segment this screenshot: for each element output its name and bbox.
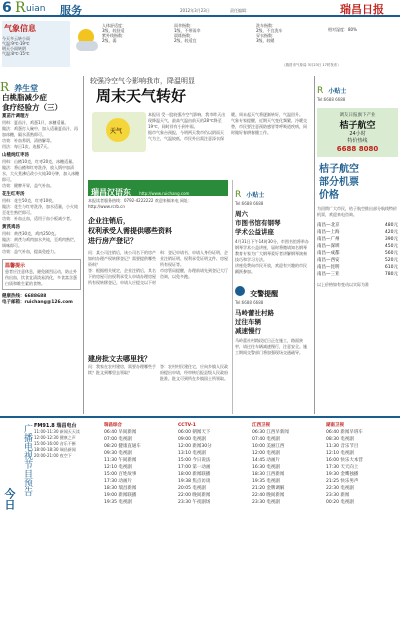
mid-tip-heading: 小贴士 xyxy=(246,192,265,199)
program-item: 16:30 电视剧 xyxy=(252,465,280,470)
channel-name: 湖南卫视 xyxy=(326,423,344,428)
mid-tip-tel: Tel:6688 6688 xyxy=(235,201,264,206)
tip-text: 患者应注意休息，避免剧烈运动，防止外伤出血，饮食宜清淡易消化，多食富含蛋白质和维生素的食物。 xyxy=(5,269,77,286)
airline-intro: 为回馈广大市民，桔子航空推出部分航线特价机票，欢迎来电咨询。 xyxy=(317,206,397,217)
article-paragraph: 本报讯 受一股较强冷空气影响，我市昨天出现降温天气，最高气温由前天的28℃降至19℃，同时伴有小到中雨。 xyxy=(148,112,226,129)
section-roman: R xyxy=(15,0,26,16)
weather-kicker: 较强冷空气今影响我市，降温明显 xyxy=(90,77,195,85)
recipe-text: 做法：黄芪与鸡肉加水共炖，至鸡肉熟烂，调味即可。 xyxy=(2,237,78,248)
recipe-text: 用料：夏苗汁，鸡蛋1只，冰糖适量。 xyxy=(2,120,69,125)
weather-line: 气温:8℃-15℃ xyxy=(2,51,30,56)
tip-brand: R xyxy=(235,190,242,200)
program-item: 12:00 新闻30分 xyxy=(178,444,212,449)
recipe-title: 黄芪鸡汤 xyxy=(2,225,20,230)
flight-route: 南昌—广州 xyxy=(317,237,340,242)
program-item: 15:00 百姓故事 xyxy=(104,472,137,477)
fm-item: 20:00-21:00 夜空下 xyxy=(34,453,72,458)
program-item: 10:00 美丽江西 xyxy=(252,444,285,449)
recipe-text: 功效：健脾开胃，益气补血。 xyxy=(2,183,54,188)
flight-route: 南昌—上海 xyxy=(317,230,340,235)
program-item: 22:30 电视剧 xyxy=(326,486,354,491)
fm-item: 11:00-11:30 新闻天天读 xyxy=(34,429,80,434)
recipe-text: 做法：花生与红枣洗净，加水适量，小火炖至花生熟烂即可。 xyxy=(2,204,78,215)
qa-paragraph: 问：我家在农村建房，需要办理哪些手续？批文到哪里去领取？ xyxy=(88,364,156,375)
program-item: 21:25 快乐男声 xyxy=(326,479,359,484)
flight-price: 480元 xyxy=(384,223,398,228)
flight-row xyxy=(317,271,398,278)
banner xyxy=(88,180,228,196)
recipe-text: 功效：补血止血，适用于血小板减少者。 xyxy=(2,216,74,221)
weather-detail: 紫外线指数： xyxy=(102,33,126,38)
weather-detail: 2级，较适宜 xyxy=(174,38,197,43)
program-item: 19:35 电视剧 xyxy=(104,500,132,505)
masthead: 瑞昌日报 xyxy=(340,3,384,16)
flight-row xyxy=(317,229,398,236)
program-item: 18:30 瑞昌新闻 xyxy=(104,486,137,491)
airline-foot: 以上价格如有变动以实际为准 xyxy=(317,282,369,287)
flight-route: 南昌—成都 xyxy=(317,251,340,256)
program-item: 19:35 电视剧 xyxy=(252,479,280,484)
program-item: 22:00 晚间新闻 xyxy=(178,493,211,498)
flight-table xyxy=(315,220,400,280)
date: 2012年3月23日 xyxy=(180,8,210,13)
page-header xyxy=(0,0,400,17)
program-item: 12:00 电视剧 xyxy=(252,451,280,456)
tv-title: 广播电视节目预告 xyxy=(22,424,32,496)
traffic-tel: Tel:6688 6688 xyxy=(235,300,264,305)
police-icon xyxy=(235,286,245,296)
program-item: 07:00 电视剧 xyxy=(104,437,132,442)
flight-route: 南昌—深圳 xyxy=(317,244,340,249)
mid-tip-title xyxy=(235,182,310,206)
program-item: 13:10 电视剧 xyxy=(178,451,206,456)
program-item: 19:30 金鹰独播 xyxy=(326,472,359,477)
weather-detail: 2级，弱 xyxy=(102,38,117,43)
tv-column-4 xyxy=(326,422,398,506)
flight-price: 450元 xyxy=(384,244,398,249)
qa-paragraph: 答：农村村民建住宅，应向乡镇人民政府提出申请，经审核后报县级人民政府批准。批文可到所在乡镇国土所领取。 xyxy=(160,364,228,381)
recipe-text: 用料：山楂10克，红枣20克，冰糖适量。 xyxy=(2,159,77,164)
traffic-body: 马岭蕾社村路段近日正在施工，路面狭窄，请过往车辆减速慢行，注意安全。施工期间交警部门将加强现场交通疏导。 xyxy=(235,338,307,355)
health-headline: 白桃脂减少症 食疗经验方（三） xyxy=(2,93,62,112)
weather-detail: 3级，较暖 xyxy=(256,38,275,43)
tv-column-2 xyxy=(178,422,250,506)
promo-phone: 6688 8080 xyxy=(336,145,379,153)
program-item: 23:30 午夜剧场 xyxy=(178,500,211,505)
weather-detail: 晨练指数： xyxy=(174,33,194,38)
banner-url: http://www.ruichang.com xyxy=(139,191,190,196)
program-item: 19:38 焦点访谈 xyxy=(178,479,211,484)
mid-news-paragraph: 讲座免费向市民开放，欢迎有兴趣的市民踊跃参加。 xyxy=(235,263,307,274)
program-item: 09:30 电视剧 xyxy=(104,451,132,456)
flight-row xyxy=(317,264,398,271)
news-paragraph: 问：某公司注销后，该公司名下的房产如何办理产权转移登记？需要提供哪些资料？ xyxy=(88,250,156,267)
flight-route: 南昌—北京 xyxy=(317,223,340,228)
fm-title: FM91.8 瑞昌电台 xyxy=(34,423,77,429)
recipe-title: 山楂炖红枣汤 xyxy=(2,153,29,158)
recipe-text: 做法：鸡蛋打入碗中，加入适量夏苗汁，再加冰糖，隔水蒸熟即可。 xyxy=(2,126,78,137)
flight-row xyxy=(317,222,398,229)
channel-name: 江西卫视 xyxy=(252,423,270,428)
qa-body xyxy=(88,364,228,382)
traffic-title-box xyxy=(235,281,310,305)
weather-detail: 人体舒适度： xyxy=(102,23,126,28)
news-paragraph: 市房管局提醒，办理前请先到登记大厅咨询，以免多跑。 xyxy=(160,268,228,279)
program-item: 21:20 金牌调解 xyxy=(252,486,285,491)
weather-strip xyxy=(0,19,400,71)
fm-item: 12:00-12:30 健康之声 xyxy=(34,435,76,440)
program-item: 14:45 动画片 xyxy=(252,458,280,463)
weather-box-main xyxy=(2,21,70,67)
promo-kicker: 调友日报旗下产业 xyxy=(339,113,376,118)
mid-news-paragraph: 4月31日下午14时30分，市图书馆将举办钢琴学术公益讲座，届时将邀请知名钢琴教育专家为广大钢琴爱好者讲解钢琴演奏技巧和学习方法。 xyxy=(235,239,309,262)
program-item: 06:00 朝闻天下 xyxy=(178,430,211,435)
tv-label: 今日 xyxy=(3,488,16,510)
news-body xyxy=(88,250,228,286)
left-column xyxy=(0,76,84,414)
program-item: 11:30 音乐节目 xyxy=(326,444,359,449)
mid-news-title: 周六 市图书馆有钢琴 学术公益讲座 xyxy=(235,210,281,236)
flight-row xyxy=(317,250,398,257)
weather-line: 气温:9℃-19℃ xyxy=(2,41,30,46)
traffic-heading: 交警提醒 xyxy=(250,290,279,298)
weather-detail: 1级，不带雨伞 xyxy=(174,28,201,33)
brand-cn: 养生堂 xyxy=(14,84,39,93)
humidity: 相对湿度：80% xyxy=(328,27,357,32)
program-item: 06:30 江西早新闻 xyxy=(252,430,289,435)
tip-title: 温馨提示 xyxy=(5,263,26,269)
cloud-icon xyxy=(76,41,98,51)
flight-row xyxy=(317,236,398,243)
program-item: 00:20 电视剧 xyxy=(326,500,354,505)
flight-row xyxy=(317,243,398,250)
program-item: 12:10 电视剧 xyxy=(104,465,132,470)
program-item: 11:30 午间新闻 xyxy=(104,458,137,463)
article-paragraph: 气象专家提醒，近期天气变化频繁，冷暖交替，市民要注意预防感冒等呼吸道疾病，同时做好春耕春播工作。 xyxy=(231,118,307,135)
program-item: 23:30 新闻 xyxy=(326,493,350,498)
recipe-title: 花生红枣汤 xyxy=(2,192,25,197)
program-item: 08:30 电视剧 xyxy=(326,437,354,442)
flight-route: 南昌—西安 xyxy=(317,258,340,263)
weather-illustration xyxy=(92,112,146,152)
fm-box xyxy=(34,422,100,636)
banner-title: 瑞昌汉语东 xyxy=(91,188,131,197)
recipe-text: 功效：补血养阴，清热解毒。 xyxy=(2,138,54,143)
weather-detail: 洗车指数： xyxy=(256,23,276,28)
mid-subcolumn xyxy=(232,180,312,414)
article-paragraph: 据市气象台预报，今明两天我市仍以阴雨天气为主，气温较低，市民外出需注意添衣保暖。周末起天气将逐渐转好，气温回升。 xyxy=(148,112,303,141)
flight-price: 780元 xyxy=(384,272,398,277)
tip-brand: R xyxy=(317,86,324,96)
weather-title: 气象信息 xyxy=(4,24,36,33)
news-headline: 企业注销后， 权利承受人需提供哪些资料 进行房产登记？ xyxy=(88,217,172,245)
weather-detail: 雨伞指数： xyxy=(174,23,194,28)
news-paragraph: 答：根据相关规定，企业注销后，其名下的房屋可由权利承受人申请办理房屋所有权转移登记。申请人应提交以下材料：登记申请书、申请人身份证明、企业注销证明、权利承受证明文件、房屋所有权证等。 xyxy=(88,250,228,285)
flight-route: 南昌—三亚 xyxy=(317,272,340,277)
tv-column-3 xyxy=(252,422,324,506)
promo-title: 桔子航空 xyxy=(339,121,376,131)
weather-source: （瑞昌市气象局 3月23日 17时发布） xyxy=(282,63,341,67)
program-item: 16:00 快乐大本营 xyxy=(326,458,363,463)
promo-sub: 24小时 特价热线 xyxy=(347,131,368,144)
editor: 责任编辑： xyxy=(230,8,250,13)
right-tip-tel: Tel:6688 6688 xyxy=(317,97,346,102)
tip-box xyxy=(2,259,81,290)
flight-price: 610元 xyxy=(384,265,398,270)
weather-detail: 3级，较舒适 xyxy=(102,28,125,33)
health-contact: 健康热线：6688688 电子邮箱：ruichang@126.com xyxy=(2,294,73,305)
program-item: 07:40 电视剧 xyxy=(252,437,280,442)
program-item: 12:10 电视剧 xyxy=(326,451,354,456)
health-brand xyxy=(0,76,83,92)
channel-name: CCTV-1 xyxy=(178,423,196,428)
recipe-text: 用料：黄芪30克，鸡肉250克。 xyxy=(2,231,59,236)
weather-detail: 穿衣指数： xyxy=(256,33,276,38)
weather-article xyxy=(148,112,310,176)
page-number: 6 xyxy=(2,0,12,16)
fm-item: 15:00-16:00 音乐不断 xyxy=(34,441,76,446)
program-item: 17:30 动画片 xyxy=(104,479,132,484)
flight-price: 390元 xyxy=(384,237,398,242)
program-item: 18:00 新闻联播 xyxy=(178,472,211,477)
center-column xyxy=(86,76,312,414)
program-item: 09:00 电视剧 xyxy=(178,437,206,442)
brand-letter: R xyxy=(0,80,10,94)
qa-headline: 建房批文去哪里找？ xyxy=(88,355,151,363)
channel-name: 瑞昌综合 xyxy=(104,423,122,428)
fm-item: 18:00-18:30 瑞昌新闻 xyxy=(34,447,76,452)
weather-headline: 周末天气转好 xyxy=(96,87,187,105)
flight-price: 520元 xyxy=(384,258,398,263)
promo-box xyxy=(317,108,398,157)
program-item: 18:30 江西新闻 xyxy=(252,472,285,477)
program-item: 08:20 健康直通车 xyxy=(104,444,141,449)
program-item: 20:05 电视剧 xyxy=(178,486,206,491)
program-item: 23:30 电视剧 xyxy=(252,500,280,505)
weather-line: 今天多云转小雨 xyxy=(2,36,30,41)
recipe-text: 用料：花生50克，红枣10枚。 xyxy=(2,198,57,203)
program-item: 06:40 新闻早班车 xyxy=(326,430,363,435)
tv-section xyxy=(0,416,400,641)
program-item: 06:40 早间新闻 xyxy=(104,430,137,435)
tv-column-1 xyxy=(104,422,176,506)
weather-detail: 2级，不宜洗车 xyxy=(256,28,283,33)
recipe-text: 用法：每日1次，连服7天。 xyxy=(2,144,52,149)
recipe-title: 夏苗汁调理方 xyxy=(2,114,29,119)
right-column xyxy=(314,76,400,414)
airline-ad-title: 桔子航空 部分机票 价格 xyxy=(319,164,359,201)
weather-icon-area xyxy=(74,23,100,63)
art-label: 天气 xyxy=(110,128,123,135)
flight-price: 420元 xyxy=(384,230,398,235)
program-item: 17:00 第一动画 xyxy=(178,465,211,470)
recipe-text: 做法：将山楂和红枣洗净，放入锅中加清水，大火煮沸后改小火炖30分钟，加入冰糖即可。 xyxy=(2,165,80,182)
weather-box-4 xyxy=(256,23,324,67)
flight-price: 560元 xyxy=(384,251,398,256)
weather-box-2 xyxy=(102,23,172,67)
flight-row xyxy=(317,257,398,264)
weather-box-3 xyxy=(174,23,254,67)
flight-route: 南昌—昆明 xyxy=(317,265,340,270)
banner-note: 本报读者服务热线：0792-4222222 欢迎来稿来电 网址：http://www.rcrb.cn xyxy=(88,198,192,209)
program-item: 17:30 天天向上 xyxy=(326,465,359,470)
program-item: 22:40 晚间新闻 xyxy=(252,493,285,498)
section-en: uian xyxy=(26,4,46,14)
right-tip-title: 小贴士 xyxy=(328,88,347,95)
traffic-news-title: 马岭蕾社村路 过往车辆 减速慢行 xyxy=(235,309,274,335)
weather-line: 明天小雨转阴 xyxy=(2,46,26,51)
program-item: 15:00 今日说法 xyxy=(178,458,211,463)
recipe-text: 功效：益气补血，提高免疫力。 xyxy=(2,249,58,254)
section-cn: 服务 xyxy=(60,4,82,17)
program-item: 19:00 新闻联播 xyxy=(104,493,137,498)
right-tip-header xyxy=(315,76,400,104)
